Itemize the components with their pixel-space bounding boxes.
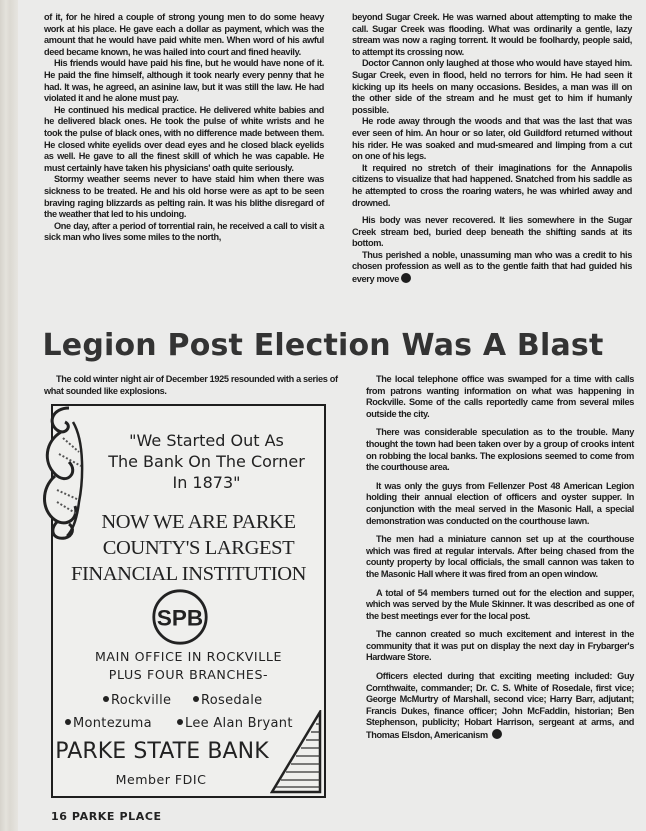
branch-name: Lee Alan Bryant (185, 716, 293, 731)
paragraph: beyond Sugar Creek. He was warned about attempting to make the call. Sugar Creek was flooding. What was ordinarily a gentle, lazy stream was now a raging torrent. It would be foolhardy, people said, to attempt its crossing now. (352, 12, 632, 57)
paragraph: It required no stretch of their imaginations for the Annapolis citizens to visualize that had happened. Snatched from his saddle as he attempted to cross the roaring waters, he was whirled away and drowned. (352, 162, 632, 208)
slogan-line: In 1873" (172, 473, 241, 492)
ad-main-office: MAIN OFFICE IN ROCKVILLE (94, 649, 283, 664)
page-binding-edge (0, 0, 18, 831)
branch-name: Rosedale (201, 693, 263, 708)
branch-name: Montezuma (73, 716, 152, 731)
paragraph: His friends would have paid his fine, but he would have none of it. He paid the fine himself, although it took nearly every penny that he had. It was, he agreed, an asinine law, but it was still the law. He had violated it and he alone must pay. (44, 58, 324, 104)
article-lead (44, 374, 344, 397)
paragraph-final (352, 250, 632, 286)
ad-headline-line: NOW WE ARE PARKE (101, 511, 296, 533)
ad-member-fdic: Member FDIC (115, 772, 207, 787)
article-headline: Legion Post Election Was A Blast (42, 328, 604, 363)
logo-letters: SPB (156, 605, 204, 631)
paragraph: The cannon created so much excitement and interest in the community that it was put on display the next day in Frybarger's Hardware Store. (366, 629, 634, 663)
corner-wedge-icon (270, 710, 322, 794)
ad-branches-label: PLUS FOUR BRANCHES- (108, 667, 269, 682)
paragraph: His body was never recovered. It lies somewhere in the Sugar Creek stream bed, buried deep beneath the shifting sands at its bottom. (352, 215, 632, 249)
bank-logo-icon (151, 588, 209, 646)
slogan-line: "We Started Out As (129, 431, 284, 450)
branch-item (103, 693, 171, 709)
article-body-column (366, 374, 634, 742)
paragraph: A total of 54 members turned out for the election and supper, which was served by the Mule Skinner. It was described as one of the best meetings ever for the local post. (366, 587, 634, 621)
paragraph: The men had a miniature cannon set up at the courthouse which was fired at regular intervals. After being chased from the county property by local officials, the small cannon was taken to the Masonic Hall where it was fired from an open window. (366, 534, 634, 579)
paragraph: He continued his medical practice. He delivered white babies and he delivered black ones. He took the pulse of white wrists and he took the pulse of black ones, with no difference made between them. He closed white eyelids over dead eyes and he closed black eyelids as well. He gave to all the finest skill of which he was capable. He must certainly have taken his physicians' oath quite seriously. (44, 104, 324, 173)
slogan-line: The Bank On The Corner (108, 452, 305, 471)
branch-item (65, 716, 152, 732)
end-mark-icon (401, 273, 411, 283)
bullet-icon (65, 719, 71, 725)
paragraph: of it, for he hired a couple of strong young men to do some heavy work at his place. He gave each a dollar as payment, which was the amount that he would have paid white men. When word of his awful deed became known, he was hailed into court and fined heavily. (44, 12, 324, 57)
paragraph: The local telephone office was swamped for a time with calls from patrons wanting information on what was happening in Rockville. Some of the calls reportedly came from several miles outside the city. (366, 374, 634, 419)
paragraph: He rode away through the woods and that was the last that was ever seen of him. An hour or so later, old Guildford returned without his rider. He was soaked and mud-smeared and limping from a cut on one of his legs. (352, 116, 632, 162)
branch-item (193, 693, 262, 709)
ad-slogan (89, 430, 324, 493)
paragraph: It was only the guys from Fellenzer Post 48 American Legion holding their annual election of officers and oyster supper. In conjunction with the meal served in the Masonic Hall, a special demonstration was conducted on the courthouse lawn. (366, 480, 634, 526)
bank-advertisement (51, 404, 326, 798)
branch-name: Rockville (111, 693, 172, 708)
end-mark-icon (492, 729, 502, 739)
top-right-column (352, 12, 632, 286)
lead-paragraph: The cold winter night air of December 1925 resounded with a series of what sounded like explosions. (44, 374, 338, 396)
page-folio: 16 PARKE PLACE (51, 810, 162, 823)
ad-headline-line: COUNTY'S LARGEST (102, 537, 295, 559)
ad-bank-name: PARKE STATE BANK (55, 739, 269, 764)
bullet-icon (193, 696, 199, 702)
paragraph-text: Officers elected during that exciting meeting included: Guy Cornthwaite, commander; Dr. C. S. White of Rosedale, first vice; George McMurtry of Marshall, second vice; Harry Barr, adjutant; Francis Dukes, finance officer; John McFaddin, historian; Ben Stephenson, publicity; Hobart Harrison, sergeant at arms, and Thomas Elsdon, Americanism (366, 671, 634, 741)
paragraph: One day, after a period of torrential rain, he received a call to visit a sick man who lives some miles to the north, (44, 220, 324, 243)
paragraph: Doctor Cannon only laughed at those who would have stayed him. Sugar Creek, even in flood, held no terrors for him. He had seen it kicking up its heels on many occasions. Besides, a man was ill on the other side of the stream and he must get to him if humanly possible. (352, 58, 632, 115)
paragraph: There was considerable speculation as to the trouble. Many thought the town had been taken over by a group of crooks intent on robbing the local banks. The explosions seemed to come from the courthouse area. (366, 427, 634, 473)
paragraph: Stormy weather seems never to have staid him when there was sickness to be treated. He and his old horse were as apt to be seen braving raging blizzards as pelting rain. It was his blithe disregard of the weather that led to his undoing. (44, 174, 324, 220)
paragraph-final (366, 671, 634, 742)
ad-headline-line: FINANCIAL INSTITUTION (70, 563, 307, 585)
top-left-column (44, 12, 324, 244)
paragraph-text: Thus perished a noble, unassuming man who was a credit to his chosen profession as well as to the gentle faith that had guided his every move (352, 249, 632, 285)
bullet-icon (103, 696, 109, 702)
bullet-icon (177, 719, 183, 725)
